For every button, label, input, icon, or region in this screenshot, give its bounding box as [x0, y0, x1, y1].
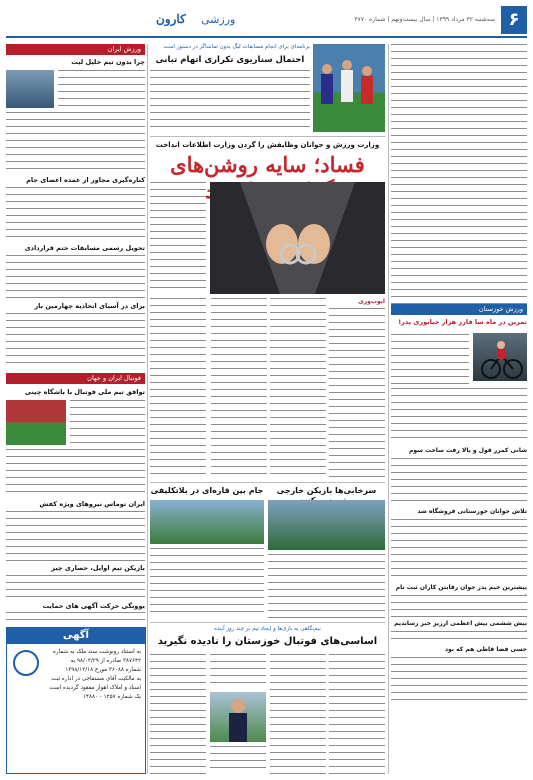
ad-line: به استناد رونوشت سند ملک به شماره [52, 649, 141, 655]
ad-line: شماره ۳۶۰۸۸ مورخ ۱۳۹۸/۱۲/۱۸ [65, 667, 141, 673]
football-match-photo [6, 400, 66, 445]
headline: ایران توماس نیروهای ویژه کفش [39, 500, 145, 508]
article-body [391, 657, 527, 705]
headline: توافق تیم ملی فوتبال با باشگاه چینی [24, 388, 145, 396]
headline-kicker: برنامه‌ای برای انجام مسابقات لیگ بدون تماشاگر در دستور است [163, 44, 310, 50]
article-body [391, 631, 527, 643]
article-body [6, 449, 145, 497]
football-photo [313, 44, 385, 132]
article-body [150, 298, 206, 478]
article-body [6, 313, 145, 369]
main-kicker: وزارت ورزش و جوانان وظایفش را گردن وزارت اطلاعات انداخت [155, 141, 380, 149]
emblem-icon [13, 650, 39, 676]
article-body [210, 654, 266, 688]
article-body [211, 298, 267, 478]
ad-line: به مالکیت آقای مستفاجی در اداره ثبت [51, 676, 141, 682]
page-number: ۶ [501, 6, 527, 34]
article-body [391, 595, 527, 617]
advertisement-box [6, 627, 146, 774]
ad-line: یک شماره ۱۲۵۷ - ۱۴۸۸۰ [82, 694, 141, 700]
article-body [150, 548, 264, 618]
headline: برای در آسیای اتحادیه چهارمین بار [34, 302, 145, 310]
headline: چرا بدون تیم خلیل لیت [71, 58, 145, 66]
article-body [329, 308, 385, 478]
issue-meta: سه‌شنبه ۳۲ مرداد ۱۳۹۹ | سال بیست‌ونهم | شماره ۳۷۷۰ [354, 16, 495, 23]
article-body [58, 70, 145, 108]
headline: یوونگی حرکت آگهی های حمایت [42, 602, 145, 610]
headline: سرخابی‌ها بازیکن خارجی [276, 486, 377, 495]
article-body [210, 746, 266, 774]
article-body [6, 575, 145, 599]
headline: کناره‌گیری مجاور از عمده اعضای جام [26, 176, 145, 184]
article-body [391, 519, 527, 581]
headline: بازیکن تیم اوایل، حصاری چیز [51, 564, 145, 572]
section-bar-iran: ورزش ایران [6, 44, 145, 55]
ad-line: ۳۸۷۶۴۲ صادره از ۹۸/۰۳/۲۹ به [70, 658, 141, 664]
headline: حسی فضا قاطی هم که بود [444, 646, 527, 653]
section-bar-khuzestan: ورزش خوزستان [391, 304, 527, 315]
article-body [6, 112, 145, 172]
article-body [268, 554, 385, 618]
article-body [6, 187, 145, 241]
article-body [270, 298, 326, 478]
headline: جام بین قاره‌ای در بلاتکلیفی [150, 486, 264, 495]
page-header [6, 6, 527, 38]
article-body [270, 654, 326, 774]
headline: احتمال سناریوی تکراری اتهام تبانی [155, 55, 305, 65]
ad-line: اسناد و املاک اهواز مفقود گردیده است [49, 685, 141, 691]
section-name: ورزشی [201, 13, 236, 26]
article-body [70, 400, 145, 445]
article-body [150, 182, 206, 292]
headline: تلاش جوانان خوزستانی فروشگاه شد [417, 508, 527, 515]
cyclist-photo [473, 333, 527, 381]
headline: اساسی‌های فوتبال خوزستان را نادیده نگیرید [157, 636, 378, 647]
ad-title: آگهی [7, 628, 145, 644]
newspaper-logo: کارون [156, 12, 186, 26]
team-photo [150, 500, 264, 544]
article-body [6, 511, 145, 561]
caption: ایوب‌وری [358, 298, 385, 305]
article-body [6, 255, 145, 299]
athlete-photo [6, 70, 54, 108]
article-body [391, 458, 527, 504]
section-bar-football: فوتبال ایران و جهان [6, 373, 145, 384]
main-headline: فساد؛ سایه روشن‌های [170, 152, 365, 177]
article-body [329, 654, 385, 774]
headline: تمرین در ماه سا فارز هزار خیابوری پدر! [398, 318, 527, 326]
player-photo [268, 500, 385, 550]
headline: بیشترین خیم پدر جوان رقابتن کاران ثبت نام [395, 584, 527, 591]
bottom-kicker: نیم‌نگاهی به بازی‌ها و ایجاد تیم بر چند روز آینده [214, 626, 321, 632]
article-body [6, 612, 145, 624]
article-body [150, 70, 310, 132]
article-body [391, 334, 469, 384]
coach-photo [210, 692, 266, 742]
handcuffs-photo [210, 182, 385, 294]
headline: بیش ششمی بیش اعظمی ارزیز خبر رساندیم [394, 620, 527, 627]
article-body [391, 44, 527, 304]
article-body [391, 388, 527, 444]
article-body [150, 654, 206, 774]
headline: تحویل رسمی مسابقات ختم قراردادی [24, 244, 145, 252]
headline: شانی کمرر قول و بالا رفت ساخت سوم [408, 447, 527, 454]
